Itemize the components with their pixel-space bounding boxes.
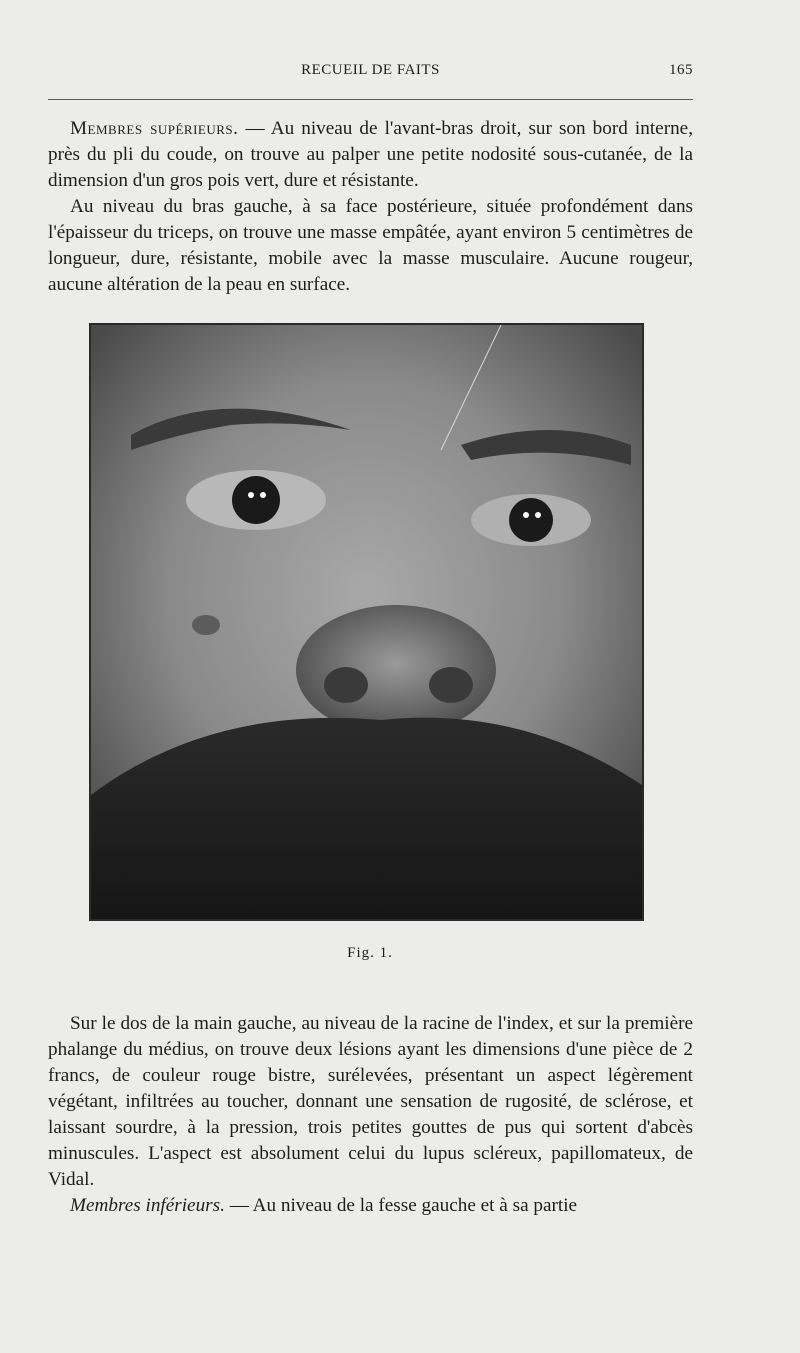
section-lead: Membres supérieurs. [70, 118, 239, 139]
paragraph [48, 194, 693, 298]
face-photograph-image [91, 325, 642, 919]
running-title: RECUEIL DE FAITS [301, 62, 440, 78]
paragraph-text: Au niveau du bras gauche, à sa face postérieure, située profondément dans l'épaisseur du triceps, on trouve une masse empâtée, ayant environ 5 centimètres de longueur, dure, résistante, mobile avec la masse musculaire. Aucune rougeur, aucune altération de la peau en surface. [48, 196, 693, 295]
text-block-bottom [48, 1011, 693, 1219]
paragraph-text: — Au niveau de la fesse gauche et à sa partie [224, 1195, 578, 1216]
header-rule [48, 99, 693, 100]
paragraph [48, 1011, 693, 1193]
paragraph-text: — Au niveau de l'avant-bras droit, sur son bord interne, près du pli du coude, on trouve au palper une petite nodosité sous-cutanée, de la dimension d'un gros pois vert, dure et résistante. [48, 118, 693, 191]
figure-photograph [89, 323, 644, 921]
paragraph-text: Sur le dos de la main gauche, au niveau de la racine de l'index, et sur la première phalange du médius, on trouve deux lésions ayant les dimensions d'une pièce de 2 francs, de couleur rouge bistre, surélevées, présentant un aspect légèrement végétant, infiltrées au toucher, donnant une sensation de rugosité, de sclérose, et laissant sourdre, à la pression, trois petites gouttes de pus qui sortent d'abcès minuscules. L'aspect est absolument celui du lupus scléreux, papillomateux, de Vidal. [48, 1013, 693, 1190]
text-block-top [48, 116, 693, 298]
section-lead: Membres inférieurs. [70, 1195, 225, 1216]
figure-caption: Fig. 1. [347, 945, 393, 961]
paragraph [48, 116, 693, 194]
paragraph [48, 1193, 693, 1219]
page-number: 165 [669, 62, 693, 78]
running-head [48, 62, 693, 86]
